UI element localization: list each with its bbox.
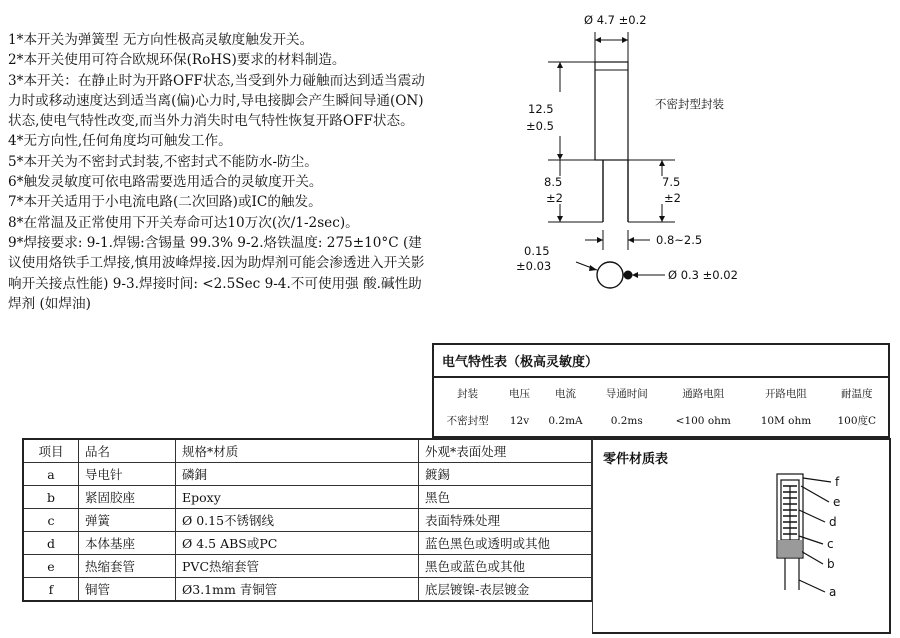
value-package: 不密封型	[446, 415, 489, 427]
material-label-d: d	[829, 515, 837, 529]
table-row	[23, 532, 592, 555]
value-voltage: 12v	[509, 414, 530, 427]
header-package: 封装	[457, 388, 479, 400]
value-open-resistance: 10M ohm	[760, 414, 812, 427]
value-temperature: 100度C	[837, 415, 877, 427]
dimension-drawing	[500, 0, 900, 300]
cell-finish: 黑色	[419, 486, 592, 509]
value-on-time: 0.2ms	[610, 414, 643, 427]
cross-section-diagram	[593, 440, 889, 632]
note-2: 2*本开关使用可符合欧规环保(RoHS)要求的材料制造。	[8, 52, 346, 69]
cell-finish: 表面特殊处理	[419, 509, 592, 532]
cell-name: 紧固胶座	[79, 486, 176, 509]
package-type-label: 不密封型封装	[655, 97, 724, 111]
cell-item: e	[23, 555, 79, 578]
dim-pin-diameter: Ø 0.3 ±0.02	[668, 268, 738, 282]
material-label-c: c	[827, 537, 834, 551]
dim-lead-left-tolerance: ±2	[546, 191, 563, 205]
note-8: 8*在常温及正常使用下开关寿命可达10万次(次/1-2sec)。	[8, 214, 359, 231]
electrical-characteristics-table	[432, 343, 890, 438]
note-7: 7*本开关适用于小电流电路(二次回路)或IC的触发。	[8, 194, 322, 211]
dim-body-tolerance: ±0.5	[526, 119, 554, 133]
material-label-a: a	[829, 585, 837, 599]
header-closed-resistance: 通路电阻	[682, 388, 725, 400]
cell-name: 本体基座	[79, 532, 176, 555]
dim-lead-gap: 0.8~2.5	[656, 233, 703, 247]
material-table-title: 零件材质表	[603, 452, 669, 467]
header-finish: 外观*表面处理	[419, 439, 592, 463]
cell-item: d	[23, 532, 79, 555]
cell-item: f	[23, 578, 79, 602]
material-label-f: f	[835, 475, 840, 489]
cell-spec: Ø 0.15不锈钢线	[176, 509, 419, 532]
cell-spec: PVC热缩套管	[176, 555, 419, 578]
table-row	[23, 463, 592, 486]
dim-wire: 0.15	[524, 244, 550, 258]
cell-item: c	[23, 509, 79, 532]
table-row	[23, 509, 592, 532]
cell-name: 热缩套管	[79, 555, 176, 578]
header-spec: 规格*材质	[176, 439, 419, 463]
table-row	[23, 555, 592, 578]
specification-notes	[8, 30, 428, 314]
dim-wire-tolerance: ±0.03	[516, 259, 552, 273]
note-3: 3*本开关：在静止时为开路OFF状态,当受到外力碰触而达到适当震动力时或移动速度达到适当离(偏)心力时,导电接脚会产生瞬间导通(ON)状态,使电气特性改变,而当外力消失时电气特性恢复开路OFF状态。	[8, 72, 425, 130]
parts-table	[22, 438, 592, 602]
cell-spec: Epoxy	[176, 486, 419, 509]
electrical-table-title: 电气特性表（极高灵敏度）	[433, 344, 889, 377]
cell-spec: 磷銅	[176, 463, 419, 486]
header-name: 品名	[79, 439, 176, 463]
cell-finish: 鍍錫	[419, 463, 592, 486]
dim-body-length: 12.5	[528, 102, 554, 116]
header-voltage: 电压	[509, 388, 531, 400]
header-on-time: 导通时间	[605, 388, 648, 400]
dim-lead-right: 7.5	[662, 175, 681, 189]
material-diagram-box	[592, 438, 891, 634]
table-header-row	[23, 439, 592, 463]
header-item: 项目	[23, 439, 79, 463]
cell-name: 导电针	[79, 463, 176, 486]
dim-lead-left: 8.5	[544, 175, 563, 189]
note-9: 9*焊接要求: 9-1.焊锡:含锡量 99.3% 9-2.烙铁温度: 275±10°C (建议使用烙铁手工焊接,慎用波峰焊接.因为助焊剂可能会渗透进入开关影响开关接点性能) 9-3.焊接时间: <2.5Sec 9-4.不可使用强 酸.碱性助焊剂 (如焊油)	[8, 234, 425, 312]
cell-item: b	[23, 486, 79, 509]
material-label-e: e	[833, 495, 841, 509]
dim-lead-right-tolerance: ±2	[664, 191, 681, 205]
table-row	[23, 578, 592, 602]
cell-finish: 黑色或蓝色或其他	[419, 555, 592, 578]
header-current: 电流	[555, 388, 576, 400]
cell-finish: 蓝色黑色或透明或其他	[419, 532, 592, 555]
header-open-resistance: 开路电阻	[764, 388, 807, 400]
cell-item: a	[23, 463, 79, 486]
value-closed-resistance: <100 ohm	[675, 414, 731, 427]
note-4: 4*无方向性,任何角度均可触发工作。	[8, 133, 232, 150]
table-row	[23, 486, 592, 509]
cell-spec: Ø 4.5 ABS或PC	[176, 532, 419, 555]
cell-spec: Ø3.1mm 青铜管	[176, 578, 419, 602]
header-temperature: 耐温度	[841, 388, 873, 400]
value-current: 0.2mA	[548, 414, 583, 427]
note-1: 1*本开关为弹簧型 无方向性极高灵敏度触发开关。	[8, 32, 314, 48]
dim-diameter-top: Ø 4.7 ±0.2	[584, 13, 647, 27]
material-label-b: b	[827, 557, 835, 571]
note-6: 6*触发灵敏度可依电路需要选用适合的灵敏度开关。	[8, 174, 323, 191]
cell-name: 铜管	[79, 578, 176, 602]
note-5: 5*本开关为不密封式封装,不密封式不能防水-防尘。	[8, 153, 318, 170]
cell-finish: 底层镀镍-表层镀金	[419, 578, 592, 602]
cell-name: 弹簧	[79, 509, 176, 532]
